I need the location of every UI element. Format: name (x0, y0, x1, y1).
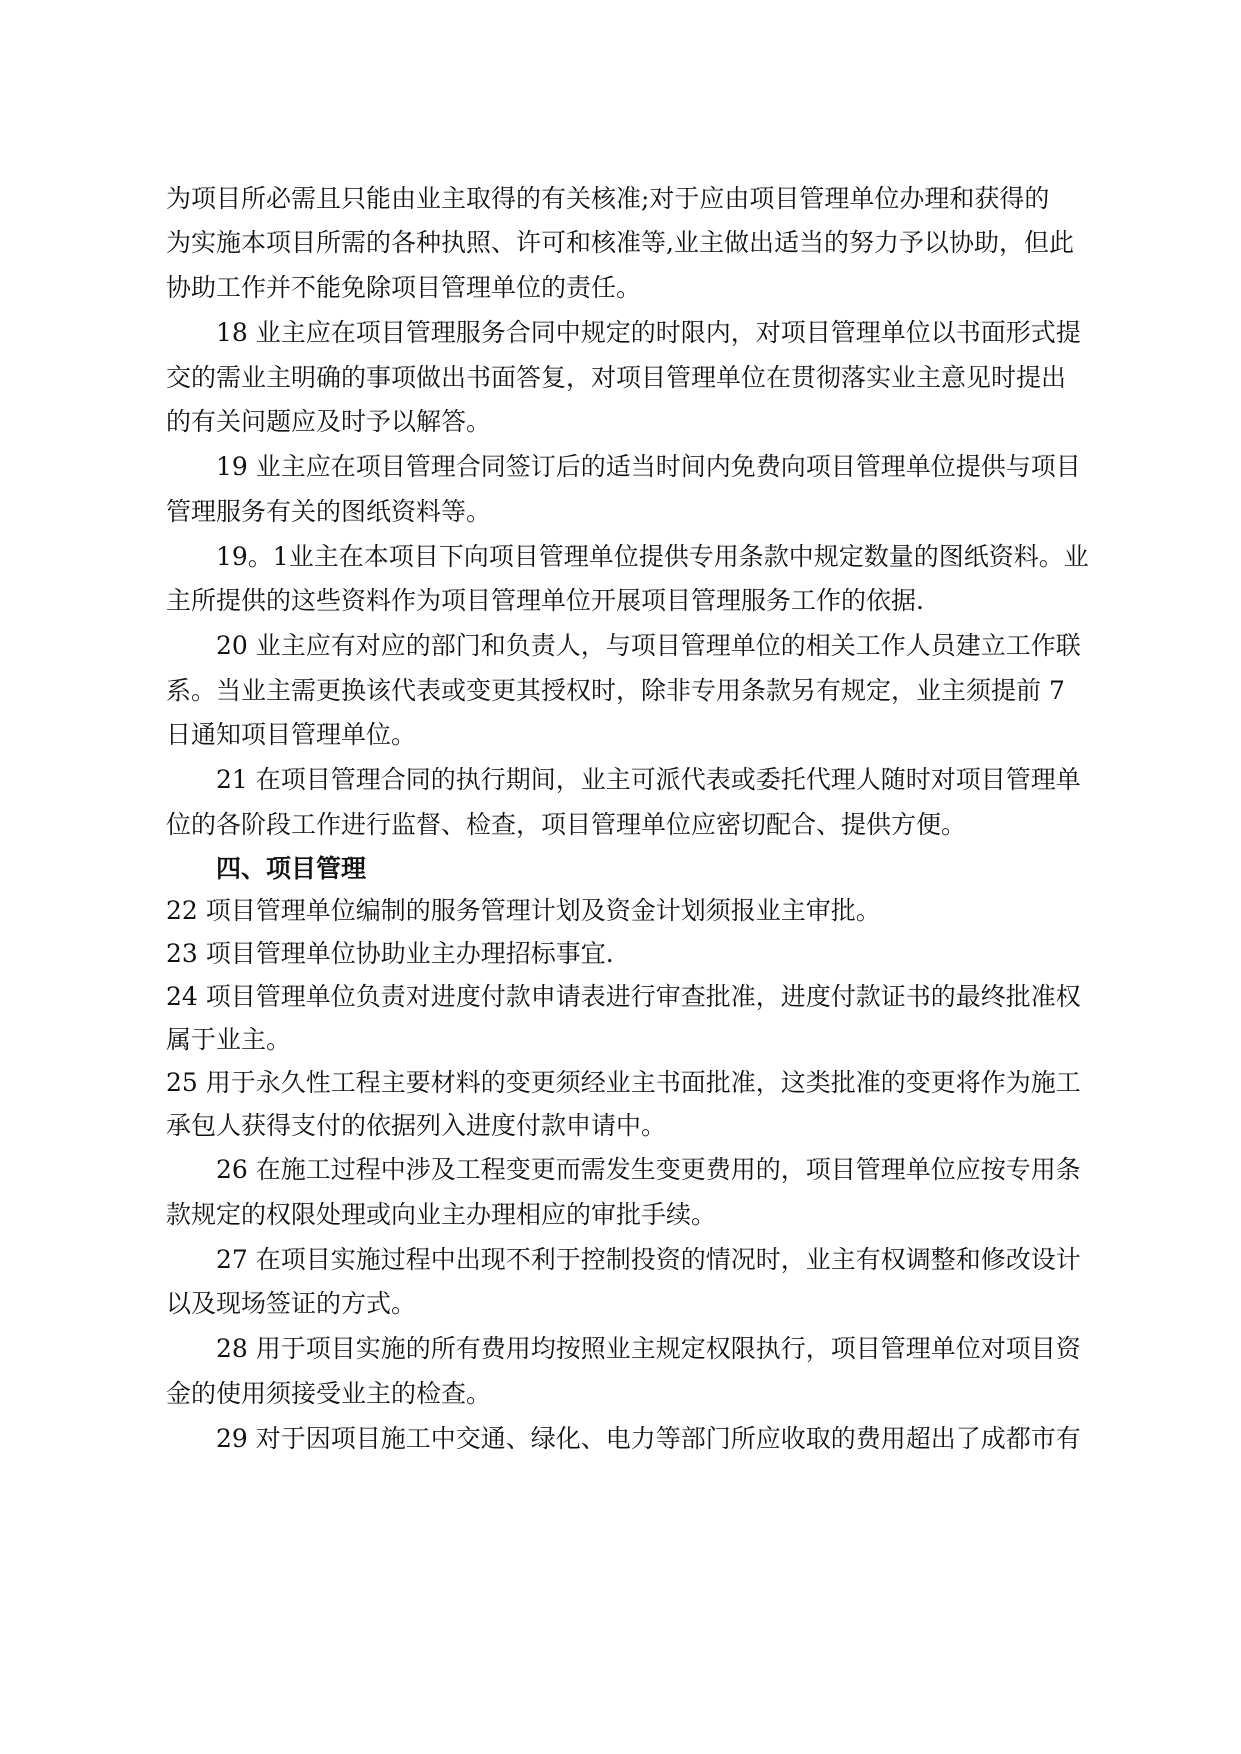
text-line: 协助工作并不能免除项目管理单位的责任。 (166, 273, 642, 302)
text-line: 位的各阶段工作进行监督、检查，项目管理单位应密切配合、提供方便。 (166, 810, 967, 839)
paragraph-26-line: 26 在施工过程中涉及工程变更而需发生变更费用的，项目管理单位应按专用条 (216, 1155, 1081, 1184)
paragraph-25-line: 25 用于永久性工程主要材料的变更须经业主书面批准，这类批准的变更将作为施工 (166, 1068, 1081, 1097)
paragraph-23-line: 23 项目管理单位协助业主办理招标事宜. (166, 939, 614, 968)
paragraph-19-line: 19 业主应在项目管理合同签订后的适当时间内免费向项目管理单位提供与项目 (216, 452, 1081, 481)
text-line: 属于业主。 (166, 1025, 292, 1054)
text-line: 承包人获得支付的依据列入进度付款申请中。 (166, 1111, 667, 1140)
text-line: 交的需业主明确的事项做出书面答复，对项目管理单位在贯彻落实业主意见时提出 (166, 363, 1067, 392)
text-line: 为项目所必需且只能由业主取得的有关核准;对于应由项目管理单位办理和获得的 (166, 184, 1050, 213)
text-line: 管理服务有关的图纸资料等。 (166, 497, 492, 526)
text-line: 系。当业主需更换该代表或变更其授权时，除非专用条款另有规定，业主须提前 7 (166, 676, 1065, 705)
paragraph-21-line: 21 在项目管理合同的执行期间，业主可派代表或委托代理人随时对项目管理单 (216, 765, 1081, 794)
text-line: 的有关问题应及时予以解答。 (166, 407, 492, 436)
paragraph-27-line: 27 在项目实施过程中出现不利于控制投资的情况时，业主有权调整和修改设计 (216, 1245, 1081, 1274)
paragraph-28-line: 28 用于项目实施的所有费用均按照业主规定权限执行，项目管理单位对项目资 (216, 1334, 1081, 1363)
text-line: 主所提供的这些资料作为项目管理单位开展项目管理服务工作的依据. (166, 586, 924, 615)
paragraph-19-1-line: 19。1业主在本项目下向项目管理单位提供专用条款中规定数量的图纸资料。业 (216, 542, 1089, 571)
section-heading: 四、项目管理 (216, 854, 367, 883)
text-line: 款规定的权限处理或向业主办理相应的审批手续。 (166, 1200, 717, 1229)
text-line: 日通知项目管理单位。 (166, 720, 417, 749)
paragraph-20-line: 20 业主应有对应的部门和负责人，与项目管理单位的相关工作人员建立工作联 (216, 631, 1081, 660)
text-line: 为实施本项目所需的各种执照、许可和核准等,业主做出适当的努力予以协助，但此 (166, 228, 1074, 257)
paragraph-18-line: 18 业主应在项目管理服务合同中规定的时限内，对项目管理单位以书面形式提 (216, 318, 1081, 347)
text-line: 以及现场签证的方式。 (166, 1289, 417, 1318)
paragraph-29-line: 29 对于因项目施工中交通、绿化、电力等部门所应收取的费用超出了成都市有 (216, 1424, 1081, 1453)
text-line: 金的使用须接受业主的检查。 (166, 1379, 492, 1408)
paragraph-22-line: 22 项目管理单位编制的服务管理计划及资金计划须报业主审批。 (166, 896, 881, 925)
paragraph-24-line: 24 项目管理单位负责对进度付款申请表进行审查批准，进度付款证书的最终批准权 (166, 982, 1081, 1011)
